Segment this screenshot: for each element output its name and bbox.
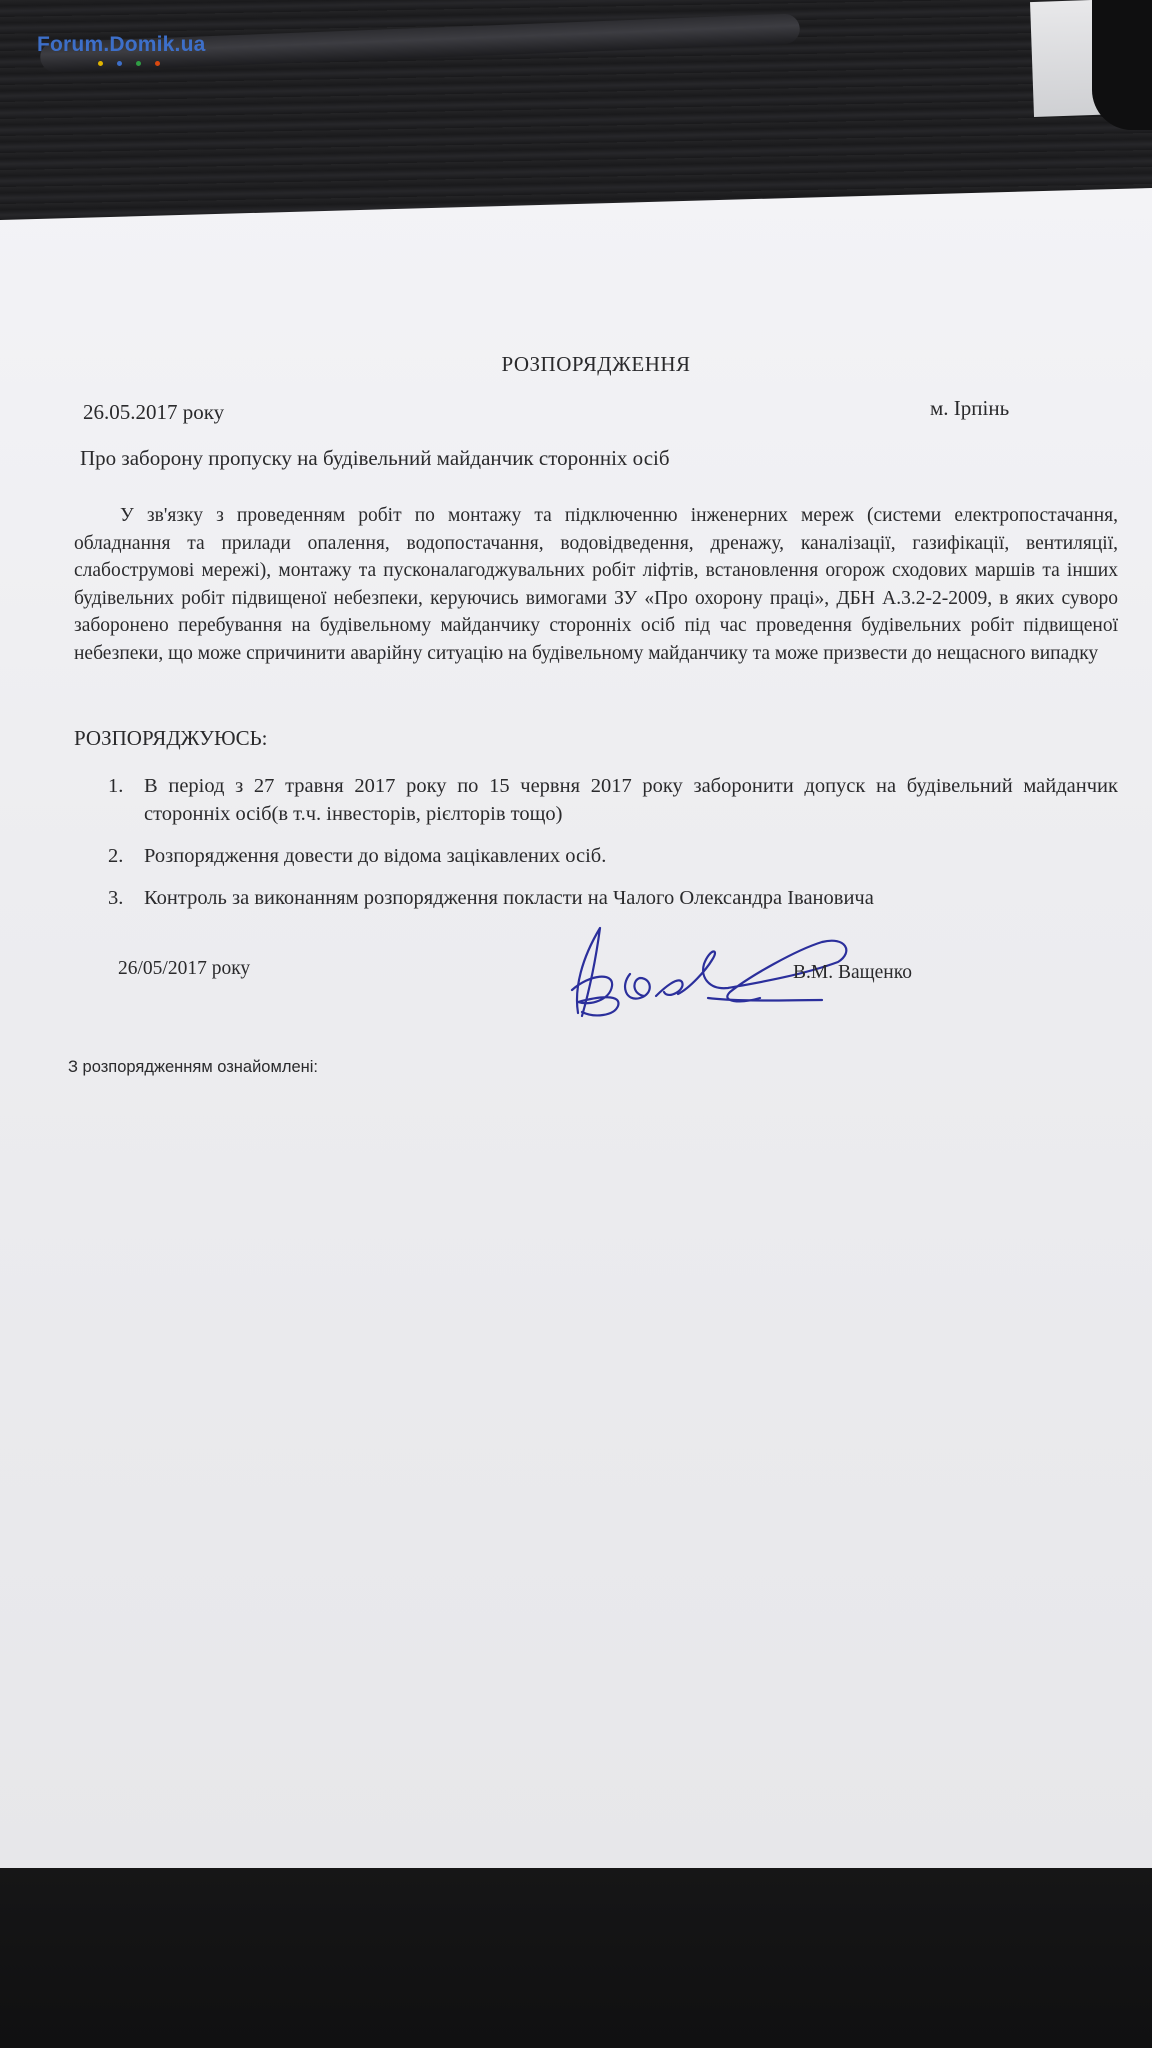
watermark-dot	[155, 61, 160, 66]
order-item	[104, 842, 1118, 870]
desk-bottom	[0, 1865, 1152, 2048]
document-date: 26.05.2017 року	[83, 400, 225, 424]
order-text: Контроль за виконанням розпорядження покласти на Чалого Олександра Івановича	[144, 887, 874, 909]
document-subject: Про заборону пропуску на будівельний майданчик сторонніх осіб	[80, 446, 670, 470]
order-item	[104, 772, 1118, 828]
watermark-dot	[136, 61, 141, 66]
acknowledgement-line: З розпорядженням ознайомлені:	[68, 1058, 318, 1076]
order-number: 3.	[108, 887, 124, 909]
watermark-dot	[98, 61, 103, 66]
order-text: В період з 27 травня 2017 року по 15 червня 2017 року заборонити допуск на будівельний майданчик сторонніх осіб(в т.ч. інвесторів, рієлторів тощо)	[144, 775, 1118, 825]
document-title: РОЗПОРЯДЖЕННЯ	[501, 352, 691, 376]
order-text: Розпорядження довести до відома зацікавлених осіб.	[144, 845, 607, 867]
order-number: 2.	[108, 845, 124, 867]
object-shadow	[1092, 0, 1152, 130]
document-sheet	[0, 188, 1152, 1868]
handwritten-signature	[560, 878, 860, 1028]
document-body: У зв'язку з проведенням робіт по монтажу та підключенню інженерних мереж (системи електропостачання, обладнання та прилади опалення, водопостачання, водовідведення, дренажу, каналізації, газифікації, вентиляції, слабострумові мережі), монтажу та пусконалагоджувальних робіт ліфтів, встановлення огорож сходових маршів та інших будівельних робіт підвищеної небезпеки, керуючись вимогами ЗУ «Про охорону праці», ДБН А.3.2-2-2009, в яких суворо заборонено перебування на будівельному майданчику сторонніх осіб під час проведення будівельних робіт підвищеної небезпеки, що може спричинити аварійну ситуацію на будівельному майданчику та може призвести до нещасного випадку	[74, 505, 1118, 664]
watermark-dot	[117, 61, 122, 66]
signer-name: В.М. Ващенко	[793, 962, 912, 983]
document-city: м. Ірпінь	[930, 396, 1010, 420]
signature-date: 26/05/2017 року	[118, 958, 251, 979]
watermark-dots	[98, 61, 160, 66]
orders-heading: РОЗПОРЯДЖУЮСЬ:	[74, 726, 268, 750]
order-number: 1.	[108, 775, 124, 797]
watermark-logo: Forum.Domik.ua	[37, 33, 206, 56]
